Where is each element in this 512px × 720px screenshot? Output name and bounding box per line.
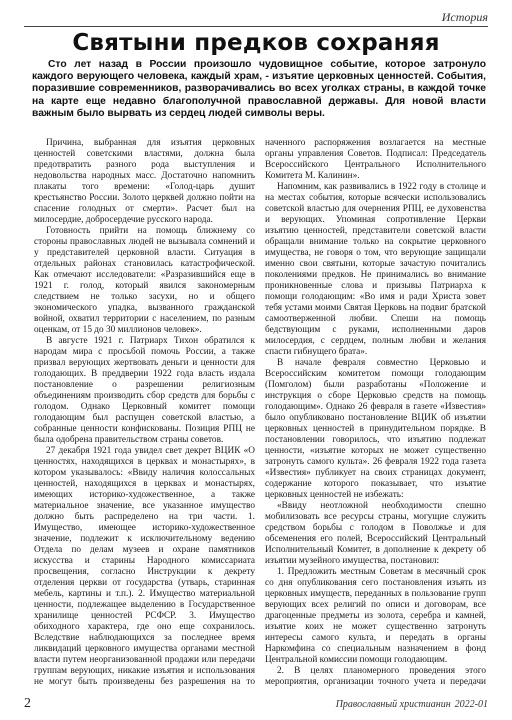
paragraph: Напомним, как развивались в 1922 году в столице и на местах события, которые всячески использовались советской властью для очернения РПЦ, ее духовенства и верующих. Упоминая сопротивление Церкви изъятию ценностей, представители советской власти обращали внимание только на сокрытие церковного имущества, не говоря о том, что верующие защищали именно свои святыни, которые зачастую почитались поколениями предков. Не принимались во внимание проникновенные слова и призывы Патриарха к помощи голодающим: «Во имя и ради Христа зовет тебя устами моими Святая Церковь на подвиг братской самоотверженной любви. Спеши на помощь бедствующим с руками, исполненными даров милосердия, с сердцем, полным любви и желания спасти гибнущего брата». [265,182,486,357]
journal-title: Православный христианин [335,699,451,710]
paragraph: 27 декабря 1921 года увидел свет декрет ВЦИК «О ценностях, находящихся в церквах и монастырях», в котором указывалось: «Ввиду наличия колоссальных ценностей, находящихся в церквах и монастырях, имеющих историко-художественное, а также материальное значение, все указанное имущество должно быть распределено на три части. 1. Имущество, имеющее историко-художественное значение, подлежит к исключительному ведению Отдела по делам музеев и охране памятников искусства и старины Народного комиссариата просвещения, согласно Инструкции к декрету отделения церкви от государства (утварь, старинная мебель, картины и т.п.). 2. Имущество материальной ценности, подлежащее выделению в Государственное хранилище ценностей РСФСР. 3. Имущество обиходного характера, где оно еще сохранилось. Вследствие наблюдающихся за последнее время ликвидаций церковного имущества органами местной власти путем неорганизованной продажи или передачи группам верующих, никакие изъятия и использования не могут быть произведены без разрешения на то [34,446,255,686]
section-label: История [441,10,488,24]
page-footer [24,692,488,712]
paragraph: В начале февраля совместно Церковью и Всероссийским комитетом помощи голодающим (Помголом) были разработаны «Положение и инструкция о сборе Церковью средств на помощь голодающим». Однако 26 февраля в газете «Известия» было опубликовано постановление ВЦИК об изъятии церковных ценностей в принудительном порядке. В постановлении говорилось, что изъятию подлежат ценности, «изъятие которых не может существенно затронуть самого культа». 26 февраля 1922 года газета «Известия» публикует на своих страницах документ, содержание которого показывает, что изъятие церковных ценностей не избежать: [265,358,486,500]
page-number: 2 [24,696,31,711]
paragraph: Готовность прийти на помощь ближнему со стороны православных людей не вызывала сомнений и у представителей церковной власти. Ситуация в отдельных районах становилась катастрофической. Как отмечают исследователи: «Разразившийся еще в 1921 г. голод, который явился закономерным следствием не только засухи, но и общего экономического упадка, вызванного гражданской войной, охватил территории с населением, по разным оценкам, от 15 до 30 миллионов человек». [34,226,255,335]
paragraph: наченного распоряжения возлагается на местные органы управления Советов. Подписал: Председатель Всероссийского Центрального Исполнительного Комитета М. Калинин». [265,138,486,181]
paragraph: «Ввиду неотложной необходимости спешно мобилизовать все ресурсы страны, могущие служить средством борьбы с голодом в Поволжье и для обсеменения его полей, Всероссийский Центральный Исполнительный Комитет, в дополнение к декрету об изъятии музейного имущества, постановил: [265,501,486,566]
paragraph: Причина, выбранная для изъятия церковных ценностей советскими властями, должна была предотвратить разного рода выступления и недовольства народных масс. Достаточно напомнить плакаты того времени: «Голод-царь душит крестьянство России. Золото церквей должно пойти на спасение голодных от смерти». Расчет был на милосердие, добросердечие русского народа. [34,138,255,225]
column-right [265,138,486,686]
paragraph: 2. В целях планомерного проведения этого мероприятия, организации точного учета и передачи [265,666,486,686]
column-left [34,138,255,686]
paragraph: В августе 1921 г. Патриарх Тихон обратился к народам мира с просьбой помочь России, а также призвал верующих жертвовать деньги и ценности для голодающих. В преддверии 1922 года власть издала постановление о разрешении религиозным объединениям производить сбор средств для борьбы с голодом. Однако Церковный комитет помощи голодающим был распущен советской властью, а собранные ценности конфискованы. Позиция РПЦ не была одобрена правительством страны советов. [34,336,255,445]
article-lead: Сто лет назад в России произошло чудовищное событие, которое затронуло каждого верующего человека, каждый храм, - изъятие церковных ценностей. События, поразившие современников, разворачивались во всех уголках страны, в каждой точке на карте еще недавно благополучной православной державы. Для новой власти важным было вырвать из сердец людей символы веры. [32,59,486,119]
journal-issue: 2022-01 [454,699,488,710]
article-title: Святыни предков сохраняя [72,30,440,56]
header-rule [24,26,488,27]
journal-name [336,699,488,710]
article-body [34,138,486,686]
paragraph: 1. Предложить местным Советам в месячный срок со дня опубликования сего постановления изъять из церковных имуществ, переданных в пользование групп верующих всех религий по описи и договорам, все драгоценные предметы из золота, серебра и камней, изъятие коих не может существенно затронуть интересы самого культа, и передать в органы Наркомфина со специальным назначением в фонд Центральной комиссии помощи голодающим. [265,567,486,665]
